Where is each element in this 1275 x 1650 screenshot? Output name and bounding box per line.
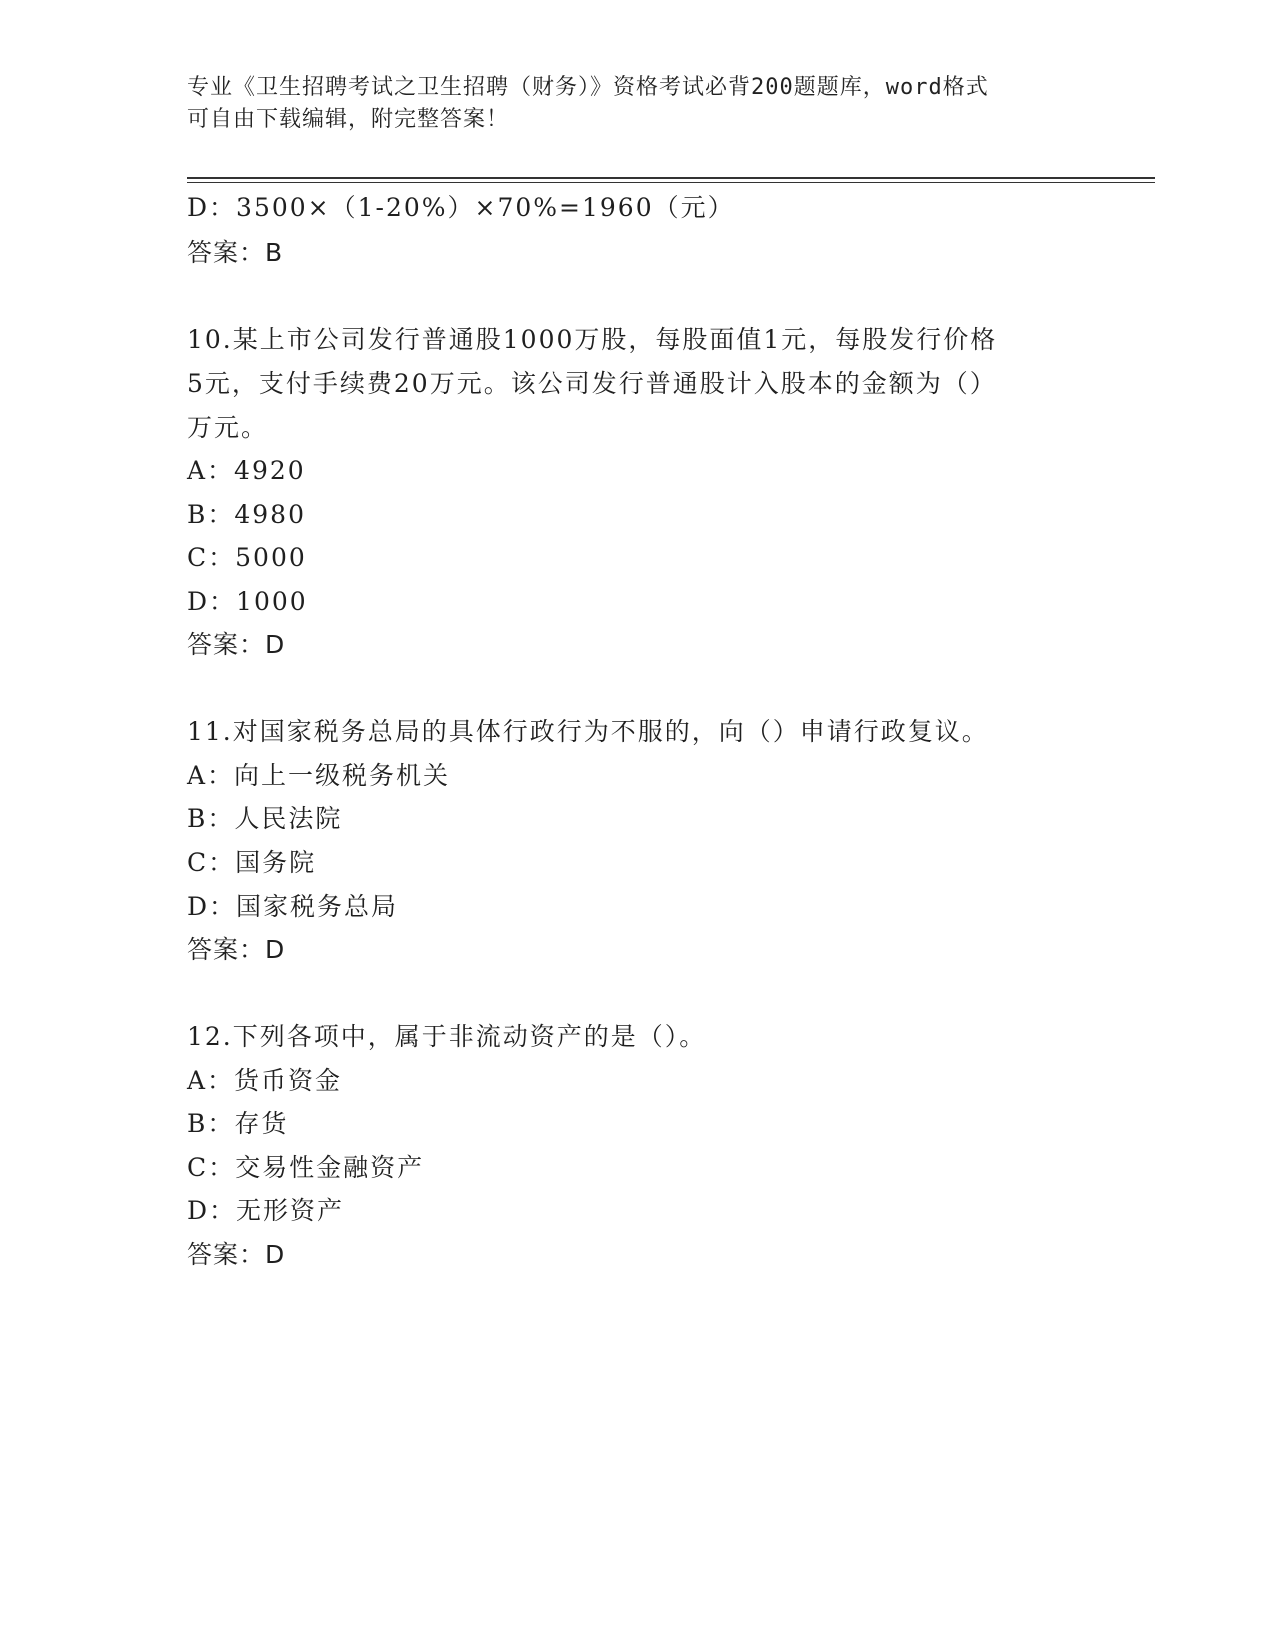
q10-stem-line-1: 10.某上市公司发行普通股1000万股，每股面值1元，每股发行价格 <box>187 325 998 354</box>
q12-option-c: C：交易性金融资产 <box>187 1153 425 1182</box>
q11-option-c: C：国务院 <box>187 848 317 877</box>
q10-stem-line-2: 5元，支付手续费20万元。该公司发行普通股计入股本的金额为（） <box>187 369 997 398</box>
q10-option-b: B：4980 <box>187 500 306 529</box>
header-title-line-1: 专业《卫生招聘考试之卫生招聘（财务）》资格考试必背200题题库，word格式 <box>187 75 989 100</box>
prev-answer: 答案：B <box>187 238 284 267</box>
q10-option-d: D：1000 <box>187 587 308 616</box>
q11-option-b: B：人民法院 <box>187 804 343 833</box>
q12-option-a: A：货币资金 <box>187 1066 343 1095</box>
q11-answer: 答案：D <box>187 935 286 964</box>
q11-option-d: D：国家税务总局 <box>187 892 399 921</box>
q10-answer: 答案：D <box>187 630 286 659</box>
prev-option-d: D：3500×（1-20%）×70%=1960（元） <box>187 193 735 222</box>
header-divider-thin <box>187 182 1155 183</box>
q10-stem-line-3: 万元。 <box>187 413 269 442</box>
q10-option-c: C：5000 <box>187 543 307 572</box>
header-divider-thick <box>187 177 1155 179</box>
q11-option-a: A：向上一级税务机关 <box>187 761 451 790</box>
q10-option-a: A：4920 <box>187 456 306 485</box>
q11-stem: 11.对国家税务总局的具体行政行为不服的，向（）申请行政复议。 <box>187 717 989 746</box>
q12-answer: 答案：D <box>187 1240 286 1269</box>
header-title-line-2: 可自由下载编辑，附完整答案！ <box>187 107 510 132</box>
q12-option-b: B：存货 <box>187 1109 289 1138</box>
q12-option-d: D：无形资产 <box>187 1196 345 1225</box>
q12-stem: 12.下列各项中，属于非流动资产的是（）。 <box>187 1022 707 1051</box>
document-header <box>187 72 1067 136</box>
